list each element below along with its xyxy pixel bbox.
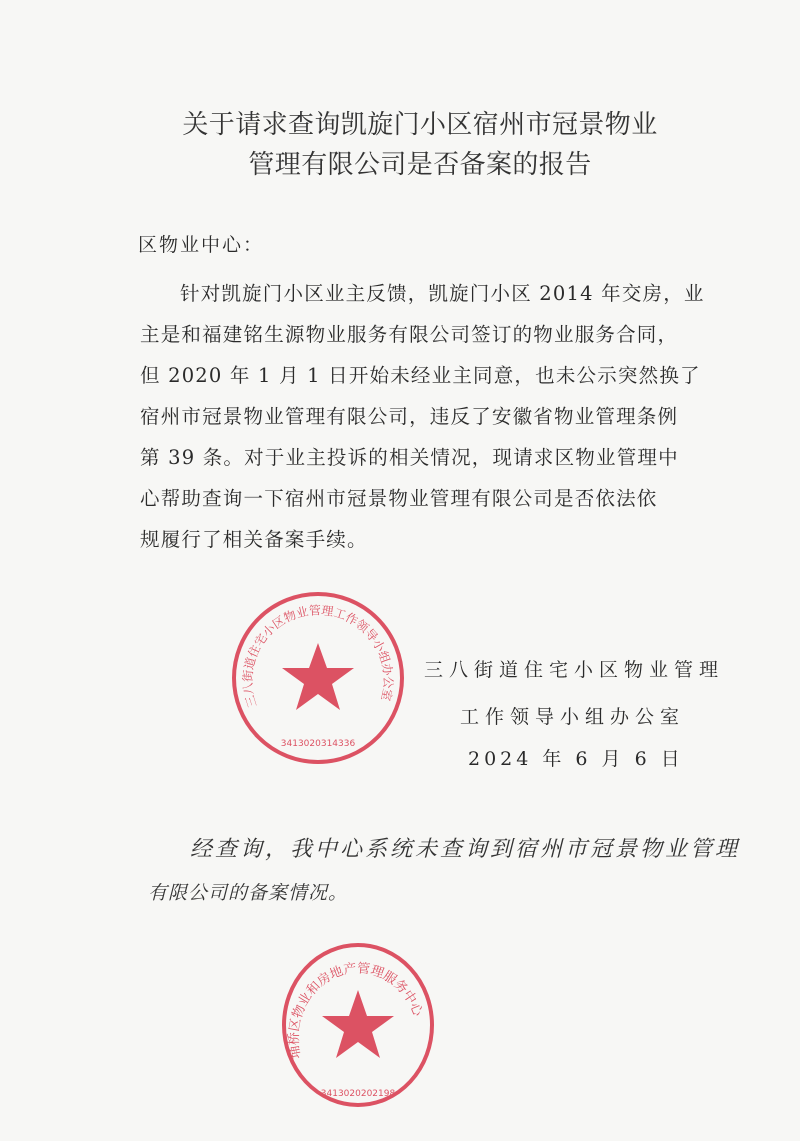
star-icon [282,643,354,710]
seal-right-text: 三八街道住宅小区物业管理工作领导小组办公室 [240,603,396,710]
handwritten-reply-line-1: 经查询，我中心系统未查询到宿州市冠景物业管理 [190,837,741,862]
seal-left-number: 3413020202198 [320,1089,396,1099]
handwritten-reply-line-2: 有限公司的备案情况。 [148,882,349,904]
signature-org-line-1: 三八街道住宅小区物业管理 [424,659,725,681]
document-title-line-1: 关于请求查询凯旋门小区宿州市冠景物业 [182,110,658,140]
official-seal-left [278,940,438,1110]
body-line: 宿州市冠景物业管理有限公司，违反了安徽省物业管理条例 [140,405,679,428]
body-line: 第 39 条。对于业主投诉的相关情况，现请求区物业管理中 [140,446,679,469]
official-seal-right [228,588,408,768]
seal-right-number: 3413020314336 [280,739,356,749]
body-line: 规履行了相关备案手续。 [140,528,368,551]
body-line: 心帮助查询一下宿州市冠景物业管理有限公司是否依法依 [140,487,658,510]
salutation: 区物业中心： [138,234,265,256]
signature-date: 2024 年 6 月 6 日 [468,748,684,770]
star-icon [322,990,394,1058]
body-line: 针对凯旋门小区业主反馈，凯旋门小区 2014 年交房，业 [180,282,705,305]
body-text [140,273,740,560]
signature-org-line-2: 工作领导小组办公室 [460,706,686,728]
body-line: 主是和福建铭生源物业服务有限公司签订的物业服务合同， [140,323,679,346]
body-line: 但 2020 年 1 月 1 日开始未经业主同意，也未公示突然换了 [140,364,701,387]
document-title-line-2: 管理有限公司是否备案的报告 [248,150,592,180]
seal-left-text: 埇桥区物业和房地产管理服务中心 [286,961,426,1060]
